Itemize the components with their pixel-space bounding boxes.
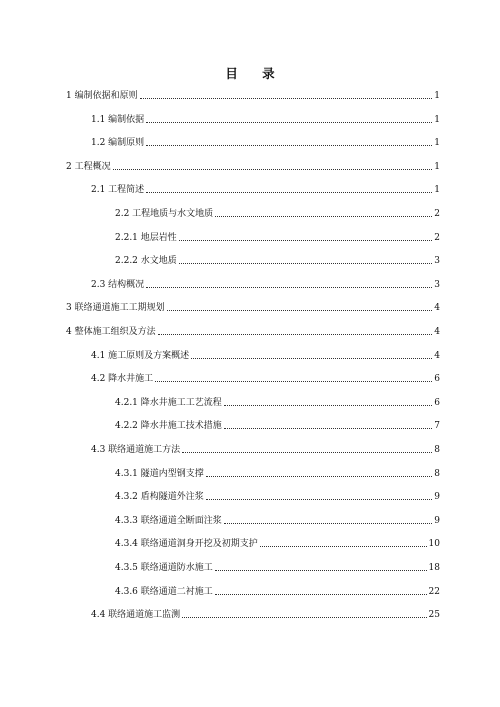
toc-entry[interactable] bbox=[115, 560, 440, 574]
toc-entry[interactable] bbox=[66, 324, 440, 338]
toc-entry-label: 2.1 工程简述 bbox=[91, 185, 145, 196]
toc-entry-label: 3 联络通道施工工期规划 bbox=[66, 303, 165, 314]
toc-entry[interactable] bbox=[91, 135, 440, 149]
toc-dot-leader bbox=[215, 594, 427, 595]
toc-entry-page-number: 4 bbox=[434, 327, 440, 337]
toc-entry[interactable] bbox=[91, 371, 440, 385]
toc-dot-leader bbox=[146, 192, 432, 193]
toc-entry-page-number: 1 bbox=[434, 161, 440, 172]
toc-entry[interactable] bbox=[115, 395, 440, 409]
toc-entry-label: 4.4 联络通道施工监测 bbox=[91, 610, 181, 621]
toc-dot-leader bbox=[224, 523, 433, 524]
toc-entry-page-number: 8 bbox=[434, 445, 440, 455]
toc-entry-page-number: 18 bbox=[428, 563, 440, 573]
toc-entry[interactable] bbox=[66, 159, 440, 173]
toc-entry-label: 1.2 编制原则 bbox=[91, 138, 145, 149]
toc-entry-label: 4 整体施工组织及方法 bbox=[66, 327, 156, 337]
toc-entry[interactable] bbox=[66, 300, 440, 314]
toc-entry[interactable] bbox=[91, 607, 440, 621]
toc-entry-page-number: 3 bbox=[434, 279, 440, 290]
toc-dot-leader bbox=[182, 452, 432, 453]
toc-entry[interactable] bbox=[115, 253, 440, 267]
toc-entry-label: 1.1 编制依据 bbox=[91, 114, 145, 125]
toc-title: 目 录 bbox=[225, 66, 285, 81]
toc-entry[interactable] bbox=[115, 206, 440, 220]
toc-entry-label: 4.3.1 隧道内型钢支撑 bbox=[115, 468, 204, 479]
toc-entry-page-number: 4 bbox=[434, 303, 440, 314]
toc-entry-label: 4.3.5 联络通道防水施工 bbox=[115, 563, 213, 573]
toc-entry-label: 2 工程概况 bbox=[66, 161, 111, 172]
toc-dot-leader bbox=[224, 405, 433, 406]
toc-entry[interactable] bbox=[91, 277, 440, 291]
toc-entry[interactable] bbox=[115, 489, 440, 503]
toc-entry-page-number: 9 bbox=[434, 515, 440, 526]
toc-entry[interactable] bbox=[115, 466, 440, 480]
toc-entry-page-number: 6 bbox=[434, 397, 440, 408]
toc-entry-page-number: 2 bbox=[434, 232, 440, 243]
toc-entry-page-number: 8 bbox=[434, 468, 440, 479]
toc-entry-label: 4.1 施工原则及方案概述 bbox=[91, 350, 190, 361]
toc-dot-leader bbox=[146, 287, 432, 288]
toc-entry[interactable] bbox=[91, 112, 440, 126]
toc-entry-page-number: 1 bbox=[434, 114, 440, 125]
toc-entry-label: 4.2.2 降水井施工技术措施 bbox=[115, 421, 222, 432]
toc-dot-leader bbox=[146, 122, 432, 123]
toc-dot-leader bbox=[146, 145, 432, 146]
toc-entry[interactable] bbox=[91, 182, 440, 196]
toc-entry-label: 2.2 工程地质与水文地质 bbox=[115, 209, 214, 219]
toc-dot-leader bbox=[179, 240, 433, 241]
toc-entry-label: 4.3 联络通道施工方法 bbox=[91, 445, 181, 455]
toc-entry-page-number: 22 bbox=[428, 586, 440, 597]
toc-dot-leader bbox=[182, 617, 426, 618]
toc-entry-label: 1 编制依据和原则 bbox=[66, 91, 138, 101]
toc-entry[interactable] bbox=[115, 513, 440, 527]
toc-dot-leader bbox=[167, 310, 433, 311]
toc-entry-label: 4.3.6 联络通道二衬施工 bbox=[115, 586, 213, 597]
toc-entry[interactable] bbox=[91, 348, 440, 362]
toc-dot-leader bbox=[179, 263, 433, 264]
toc-entry-label: 2.3 结构概况 bbox=[91, 279, 145, 290]
toc-entry[interactable] bbox=[66, 88, 440, 102]
toc-entry[interactable] bbox=[115, 536, 440, 550]
toc-dot-leader bbox=[215, 216, 432, 217]
toc-entry-page-number: 2 bbox=[434, 209, 440, 219]
toc-entry-label: 4.2 降水井施工 bbox=[91, 374, 154, 385]
toc-entry-label: 4.2.1 降水井施工工艺流程 bbox=[115, 397, 222, 408]
toc-entry[interactable] bbox=[115, 584, 440, 598]
toc-dot-leader bbox=[158, 334, 433, 335]
toc-entry-page-number: 9 bbox=[434, 492, 440, 503]
toc-entry[interactable] bbox=[91, 442, 440, 456]
toc-dot-leader bbox=[206, 499, 433, 500]
toc-dot-leader bbox=[224, 428, 433, 429]
toc-entry-label: 4.3.3 联络通道全断面注浆 bbox=[115, 515, 222, 526]
toc-entry[interactable] bbox=[115, 230, 440, 244]
toc-entry-page-number: 3 bbox=[434, 256, 440, 267]
toc-dot-leader bbox=[155, 381, 432, 382]
toc-entry-label: 2.2.1 地层岩性 bbox=[115, 232, 177, 243]
toc-entry-page-number: 1 bbox=[434, 138, 440, 149]
toc-entry-page-number: 7 bbox=[434, 421, 440, 432]
toc-dot-leader bbox=[215, 570, 427, 571]
toc-entry-label: 4.3.2 盾构隧道外注浆 bbox=[115, 492, 204, 503]
toc-entry-label: 2.2.2 水文地质 bbox=[115, 256, 177, 267]
toc-entry-page-number: 6 bbox=[434, 374, 440, 385]
toc-entry-page-number: 1 bbox=[434, 91, 440, 101]
toc-entry-page-number: 10 bbox=[428, 539, 440, 550]
toc-dot-leader bbox=[113, 169, 433, 170]
toc-dot-leader bbox=[206, 476, 433, 477]
toc-entry-label: 4.3.4 联络通道洞身开挖及初期支护 bbox=[115, 539, 258, 550]
toc-entry-page-number: 1 bbox=[434, 185, 440, 196]
toc-entry[interactable] bbox=[115, 418, 440, 432]
toc-dot-leader bbox=[140, 98, 433, 99]
toc-entry-page-number: 4 bbox=[434, 350, 440, 361]
toc-entry-page-number: 25 bbox=[428, 610, 440, 621]
toc-dot-leader bbox=[260, 546, 427, 547]
toc-dot-leader bbox=[191, 358, 432, 359]
